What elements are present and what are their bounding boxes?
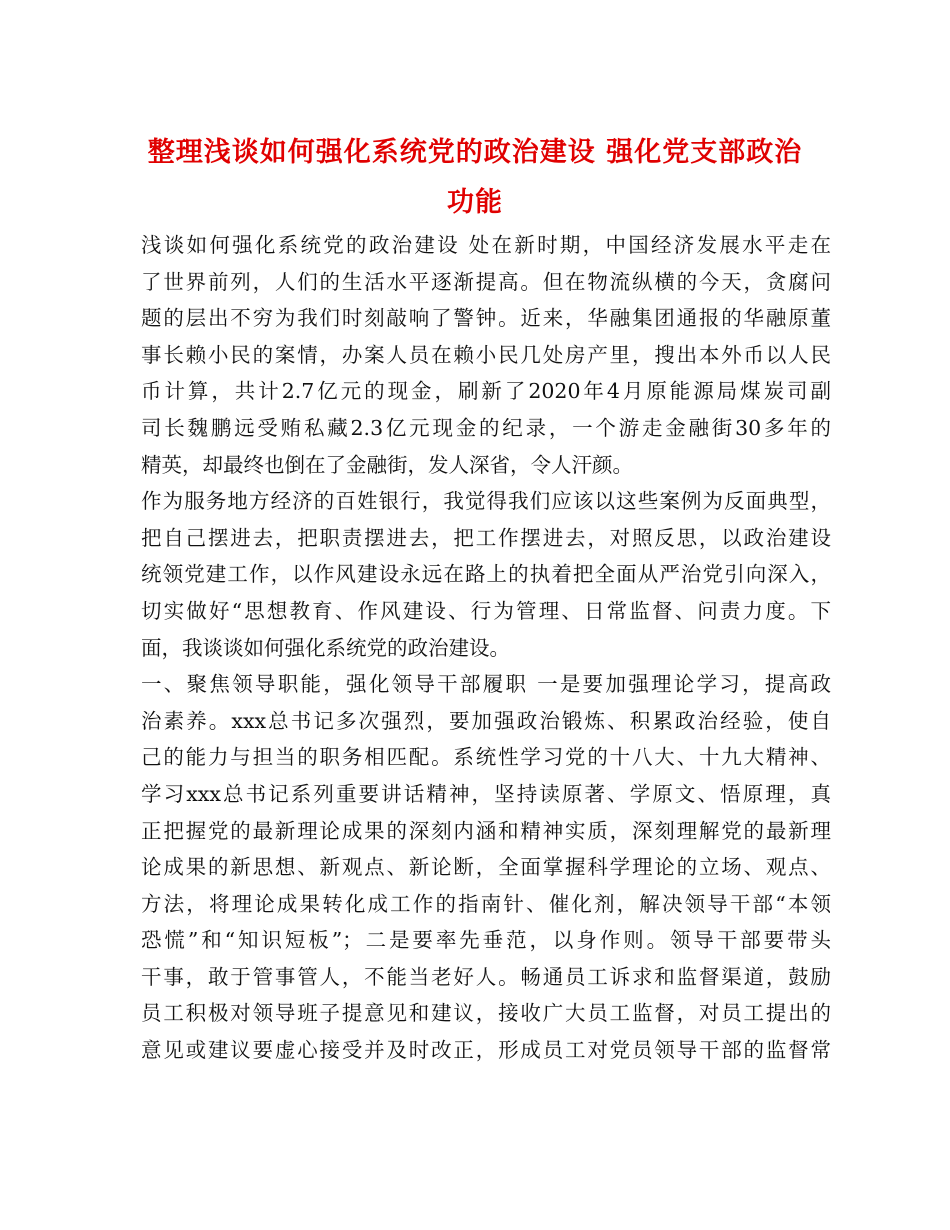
paragraph bbox=[141, 227, 831, 483]
title-line: 整理浅谈如何强化系统党的政治建设 强化党支部政治 bbox=[147, 137, 803, 168]
paragraph bbox=[141, 483, 831, 666]
text-line: 作为服务地方经济的百姓银行，我觉得我们应该以这些案例为反面典型， bbox=[141, 489, 831, 514]
text-line: 精英，却最终也倒在了金融街，发人深省，令人汗颜。 bbox=[141, 452, 633, 477]
text-line: 一、聚焦领导职能，强化领导干部履职 一是要加强理论学习，提高政 bbox=[141, 672, 831, 697]
text-line: 把自己摆进去，把职责摆进去，把工作摆进去，对照反思，以政治建设 bbox=[141, 525, 831, 550]
text-line: 面，我谈谈如何强化系统党的政治建设。 bbox=[141, 635, 510, 660]
text-line: 了世界前列，人们的生活水平逐渐提高。但在物流纵横的今天，贪腐问 bbox=[141, 269, 831, 294]
title-line: 功能 bbox=[447, 187, 503, 218]
text-line: 事长赖小民的案情，办案人员在赖小民几处房产里，搜出本外币以人民 bbox=[141, 342, 831, 367]
text-line: 正把握党的最新理论成果的深刻内涵和精神实质，深刻理解党的最新理 bbox=[141, 818, 831, 843]
document-title bbox=[120, 128, 830, 228]
text-line: 浅谈如何强化系统党的政治建设 处在新时期，中国经济发展水平走在 bbox=[141, 233, 831, 257]
text-line: 币计算，共计2.7亿元的现金，刷新了2020年4月原能源局煤炭司副 bbox=[141, 379, 831, 404]
text-line: 恐慌”和“知识短板”；二是要率先垂范，以身作则。领导干部要带头 bbox=[141, 928, 831, 953]
paragraph bbox=[141, 666, 831, 1069]
text-line: 治素养。xxx总书记多次强烈，要加强政治锻炼、积累政治经验，使自 bbox=[141, 708, 831, 733]
text-line: 切实做好“思想教育、作风建设、行为管理、日常监督、问责力度。下 bbox=[141, 598, 831, 623]
text-line: 论成果的新思想、新观点、新论断，全面掌握科学理论的立场、观点、 bbox=[141, 855, 831, 880]
text-line: 意见或建议要虚心接受并及时改正，形成员工对党员领导干部的监督常 bbox=[141, 1038, 831, 1063]
text-line: 学习xxx总书记系列重要讲话精神，坚持读原著、学原文、悟原理，真 bbox=[141, 781, 831, 806]
text-line: 己的能力与担当的职务相匹配。系统性学习党的十八大、十九大精神、 bbox=[141, 745, 831, 770]
text-line: 统领党建工作，以作风建设永远在路上的执着把全面从严治党引向深入， bbox=[141, 562, 831, 587]
text-line: 题的层出不穷为我们时刻敲响了警钟。近来，华融集团通报的华融原董 bbox=[141, 306, 831, 331]
text-line: 干事，敢于管事管人，不能当老好人。畅通员工诉求和监督渠道，鼓励 bbox=[141, 964, 831, 989]
text-line: 员工积极对领导班子提意见和建议，接收广大员工监督，对员工提出的 bbox=[141, 1001, 831, 1026]
text-line: 方法，将理论成果转化成工作的指南针、催化剂，解决领导干部“本领 bbox=[141, 891, 831, 916]
text-line: 司长魏鹏远受贿私藏2.3亿元现金的纪录，一个游走金融街30多年的 bbox=[141, 415, 831, 440]
document-body bbox=[141, 227, 831, 1069]
